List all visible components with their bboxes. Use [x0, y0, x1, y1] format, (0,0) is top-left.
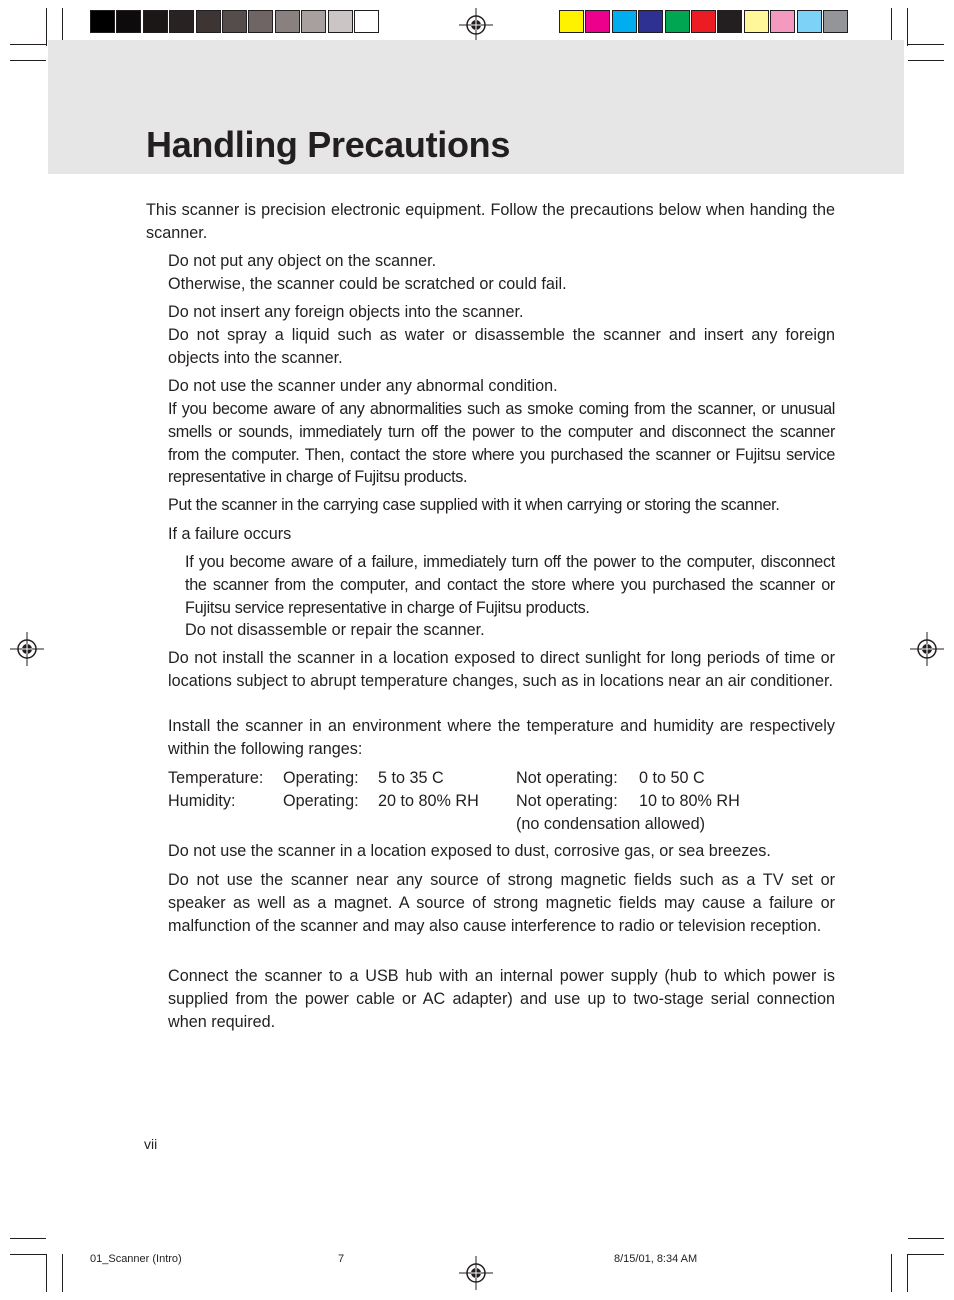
crop-mark	[908, 1238, 944, 1239]
environment-ranges-table	[168, 767, 740, 835]
footer-page: 7	[338, 1253, 345, 1265]
footer-date: 8/15/01, 8:34 AM	[614, 1253, 698, 1265]
crop-mark	[46, 8, 47, 46]
precaution-text: Do not disassemble or repair the scanner.	[185, 621, 485, 639]
precaution-text: Do not put any object on the scanner.	[168, 252, 437, 270]
registration-mark-icon	[10, 632, 44, 666]
crop-mark	[10, 44, 46, 45]
color-swatch	[691, 10, 716, 33]
color-swatch	[797, 10, 822, 33]
precaution-text: Otherwise, the scanner could be scratched or could fail.	[168, 275, 567, 293]
color-swatch	[744, 10, 769, 33]
precaution-text: Do not insert any foreign objects into the scanner.	[168, 303, 524, 321]
color-swatch	[585, 10, 610, 33]
precaution-text: Connect the scanner to a USB hub with an internal power supply (hub to which power is supplied from the power cable or AC adapter) and use up to two-stage serial connection when required.	[168, 967, 835, 1031]
temperature-operating-value: 5 to 35 C	[378, 769, 444, 787]
registration-mark-icon	[910, 632, 944, 666]
crop-mark	[908, 44, 944, 45]
operating-label: Operating:	[283, 769, 359, 787]
crop-mark	[46, 1254, 47, 1292]
color-swatch	[717, 10, 742, 33]
temperature-label: Temperature:	[168, 769, 264, 787]
color-swatch	[116, 10, 141, 33]
condensation-note: (no condensation allowed)	[516, 814, 705, 833]
color-swatch	[301, 10, 326, 33]
color-swatch	[612, 10, 637, 33]
color-swatch	[559, 10, 584, 33]
color-swatch	[90, 10, 115, 33]
registration-mark-icon	[459, 1256, 493, 1290]
color-swatch	[638, 10, 663, 33]
precaution-text: Do not use the scanner in a location exposed to dust, corrosive gas, or sea breezes.	[168, 842, 771, 860]
precaution-text: Do not install the scanner in a location exposed to direct sunlight for long periods of time or locations subject to abrupt temperature changes, such as in locations near an air conditioner.	[168, 649, 835, 690]
color-swatch	[770, 10, 795, 33]
process-color-bar	[559, 10, 849, 33]
page-title: Handling Precautions	[146, 124, 511, 165]
color-swatch	[143, 10, 168, 33]
color-swatch	[275, 10, 300, 33]
humidity-not-operating-value: 10 to 80% RH	[639, 791, 740, 810]
crop-mark	[908, 60, 944, 61]
precaution-text: Do not use the scanner under any abnormal condition.	[168, 377, 558, 395]
operating-label: Operating:	[283, 791, 359, 810]
color-swatch	[823, 10, 848, 33]
color-swatch	[248, 10, 273, 33]
crop-mark	[10, 1238, 46, 1239]
color-swatch	[665, 10, 690, 33]
crop-mark	[62, 1254, 63, 1292]
not-operating-label: Not operating:	[516, 769, 618, 787]
crop-mark	[10, 60, 46, 61]
color-swatch	[196, 10, 221, 33]
footer-filename: 01_Scanner (Intro)	[90, 1253, 182, 1265]
precaution-text: If you become aware of any abnormalities such as smoke coming from the scanner, or unusual smells or sounds, immediately turn off the power to the computer and disconnect the scanner from the computer. Then, contact the store where you purchased the scanner or Fujitsu service representative in charge of Fujitsu products.	[168, 400, 835, 487]
color-swatch	[328, 10, 353, 33]
precaution-text: Install the scanner in an environment where the temperature and humidity are respectively within the following ranges:	[168, 717, 835, 758]
humidity-operating-value: 20 to 80% RH	[378, 791, 479, 810]
color-swatch	[222, 10, 247, 33]
intro-paragraph: This scanner is precision electronic equipment. Follow the precautions below when handing the scanner.	[146, 201, 835, 242]
humidity-label: Humidity:	[168, 791, 236, 810]
precaution-text: Put the scanner in the carrying case supplied with it when carrying or storing the scanner.	[168, 496, 780, 514]
precaution-text: If you become aware of a failure, immediately turn off the power to the computer, disconnect the scanner from the computer, and contact the store where you purchased the scanner or Fujitsu service representative in charge of Fujitsu products.	[185, 553, 835, 617]
crop-mark	[907, 8, 908, 46]
precaution-text: Do not spray a liquid such as water or disassemble the scanner and insert any foreign objects into the scanner.	[168, 326, 835, 367]
grayscale-color-bar	[90, 10, 380, 33]
color-swatch	[354, 10, 379, 33]
crop-mark	[891, 1254, 892, 1292]
temperature-not-operating-value: 0 to 50 C	[639, 769, 705, 787]
crop-mark	[907, 1254, 908, 1292]
color-swatch	[169, 10, 194, 33]
precaution-text: If a failure occurs	[168, 525, 292, 543]
registration-mark-icon	[459, 8, 493, 42]
not-operating-label: Not operating:	[516, 791, 618, 810]
crop-mark	[10, 1254, 46, 1255]
precaution-text: Do not use the scanner near any source of strong magnetic fields such as a TV set or speaker as well as a magnet. A source of strong magnetic fields may cause a failure or malfunction of the scanner and may also cause interference to radio or television reception.	[168, 871, 835, 935]
page-number: vii	[144, 1136, 158, 1152]
crop-mark	[908, 1254, 944, 1255]
